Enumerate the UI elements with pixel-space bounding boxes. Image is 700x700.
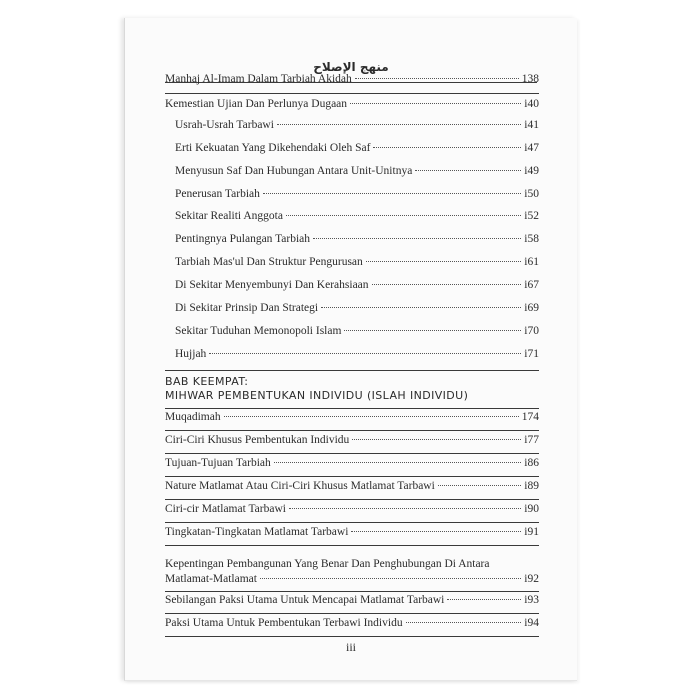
toc-entry-title: Nature Matlamat Atau Ciri-Ciri Khusus Matlamat Tarbawi xyxy=(165,480,435,492)
dot-leader xyxy=(355,78,519,79)
toc-entry xyxy=(165,73,539,91)
toc-entry-page: i71 xyxy=(524,348,539,360)
dot-leader xyxy=(313,238,521,239)
toc-entry-title: Sebilangan Paksi Utama Untuk Mencapai Matlamat Tarbawi xyxy=(165,594,445,606)
book-page xyxy=(124,18,577,681)
entry-rule xyxy=(165,591,539,592)
toc-entry-page: i93 xyxy=(524,594,539,606)
toc-entry-title: Pentingnya Pulangan Tarbiah xyxy=(175,233,311,245)
dot-leader xyxy=(260,578,521,579)
toc-entry-title: Manhaj Al-Imam Dalam Tarbiah Akidah xyxy=(165,73,352,85)
toc-entry xyxy=(175,233,539,251)
dot-leader xyxy=(274,462,522,463)
dot-leader xyxy=(415,170,521,171)
toc-entry-page: i41 xyxy=(524,119,539,131)
toc-entry-page: i40 xyxy=(524,98,539,110)
page-number: iii xyxy=(345,640,356,654)
dot-leader xyxy=(372,284,522,285)
entry-rule xyxy=(165,453,539,454)
toc-entry xyxy=(175,210,539,228)
entry-rule xyxy=(165,545,539,546)
dot-leader xyxy=(350,103,521,104)
dot-leader xyxy=(289,508,521,509)
toc-entry xyxy=(175,119,539,137)
toc-entry-title: Muqadimah xyxy=(165,411,221,423)
toc-entry-wrapped-line1: Kepentingan Pembangunan Yang Benar Dan Penghubungan Di Antara xyxy=(165,558,490,570)
dot-leader xyxy=(224,416,519,417)
toc-entry-title: Ciri-Ciri Khusus Pembentukan Individu xyxy=(165,434,350,446)
chapter-title: MIHWAR PEMBENTUKAN INDIVIDU (ISLAH INDIVIDU) xyxy=(165,389,469,402)
toc-entry-page: 138 xyxy=(521,73,539,85)
toc-entry-page: i94 xyxy=(524,617,539,629)
dot-leader xyxy=(366,261,522,262)
entry-rule xyxy=(165,613,539,614)
toc-entry xyxy=(165,526,539,544)
toc-entry-page: i49 xyxy=(524,165,539,177)
toc-entry xyxy=(175,165,539,183)
toc-entry xyxy=(175,188,539,206)
toc-entry-title: Menyusun Saf Dan Hubungan Antara Unit-Unitnya xyxy=(175,165,413,177)
dot-leader xyxy=(438,485,521,486)
toc-entry-page: i70 xyxy=(524,325,539,337)
toc-entry-title: Sekitar Tuduhan Memonopoli Islam xyxy=(175,325,342,337)
entry-rule xyxy=(165,93,539,94)
toc-entry-page: i92 xyxy=(524,573,539,585)
toc-entry-title: Di Sekitar Menyembunyi Dan Kerahsiaan xyxy=(175,279,369,291)
toc-entry xyxy=(175,302,539,320)
toc-entry xyxy=(175,279,539,297)
dot-leader xyxy=(263,193,521,194)
toc-entry-page: i89 xyxy=(524,480,539,492)
toc-entry xyxy=(175,142,539,160)
toc-entry xyxy=(175,256,539,274)
toc-entry-page: i86 xyxy=(524,457,539,469)
chapter-rule xyxy=(165,408,539,409)
entry-rule xyxy=(165,522,539,523)
toc-entry-title: Kemestian Ujian Dan Perlunya Dugaan xyxy=(165,98,348,110)
dot-leader xyxy=(352,439,521,440)
toc-entry-title: Matlamat-Matlamat xyxy=(165,573,257,585)
dot-leader xyxy=(447,599,521,600)
toc-entry-title: Erti Kekuatan Yang Dikehendaki Oleh Saf xyxy=(175,142,371,154)
section-rule xyxy=(165,370,539,371)
toc-entry-page: i47 xyxy=(524,142,539,154)
toc-entry-title: Tujuan-Tujuan Tarbiah xyxy=(165,457,271,469)
dot-leader xyxy=(373,147,521,148)
toc-entry-page: i91 xyxy=(524,526,539,538)
entry-rule xyxy=(165,430,539,431)
toc-entry xyxy=(175,325,539,343)
toc-entry xyxy=(175,348,539,366)
toc-entry-title: Ciri-cir Matlamat Tarbawi xyxy=(165,503,286,515)
entry-rule xyxy=(165,499,539,500)
toc-entry-title: Usrah-Usrah Tarbawi xyxy=(175,119,274,131)
dot-leader xyxy=(321,307,521,308)
toc-entry xyxy=(165,480,539,498)
toc-entry-page: i90 xyxy=(524,503,539,515)
toc-entry-title: Paksi Utama Untuk Pembentukan Terbawi Individu xyxy=(165,617,403,629)
toc-entry-wrapped xyxy=(165,573,539,591)
toc-entry xyxy=(165,411,539,429)
toc-entry-page: i50 xyxy=(524,188,539,200)
dot-leader xyxy=(344,330,521,331)
dot-leader xyxy=(277,124,521,125)
toc-entry xyxy=(165,434,539,452)
dot-leader xyxy=(209,353,521,354)
toc-entry-page: i58 xyxy=(524,233,539,245)
toc-entry-title: Penerusan Tarbiah xyxy=(175,188,260,200)
toc-entry-title: Sekitar Realiti Anggota xyxy=(175,210,283,222)
toc-entry-title: Hujjah xyxy=(175,348,207,360)
toc-entry-title: Tarbiah Mas'ul Dan Struktur Pengurusan xyxy=(175,256,363,268)
toc-entry xyxy=(165,98,539,116)
toc-entry xyxy=(165,594,539,612)
toc-entry-page: i61 xyxy=(524,256,539,268)
entry-rule xyxy=(165,476,539,477)
dot-leader xyxy=(406,622,522,623)
entry-rule xyxy=(165,636,539,637)
chapter-label: BAB KEEMPAT: xyxy=(165,375,249,388)
toc-entry xyxy=(165,503,539,521)
toc-entry xyxy=(165,617,539,635)
toc-entry-title: Tingkatan-Tingkatan Matlamat Tarbawi xyxy=(165,526,349,538)
toc-entry-page: i52 xyxy=(524,210,539,222)
toc-entry-page: i69 xyxy=(524,302,539,314)
running-header: منهج الإصلاح xyxy=(313,60,389,74)
dot-leader xyxy=(351,531,521,532)
dot-leader xyxy=(286,215,521,216)
toc-entry-page: i67 xyxy=(524,279,539,291)
toc-entry-page: i77 xyxy=(524,434,539,446)
toc-entry-page: 174 xyxy=(521,411,539,423)
toc-entry xyxy=(165,457,539,475)
toc-entry-title: Di Sekitar Prinsip Dan Strategi xyxy=(175,302,319,314)
